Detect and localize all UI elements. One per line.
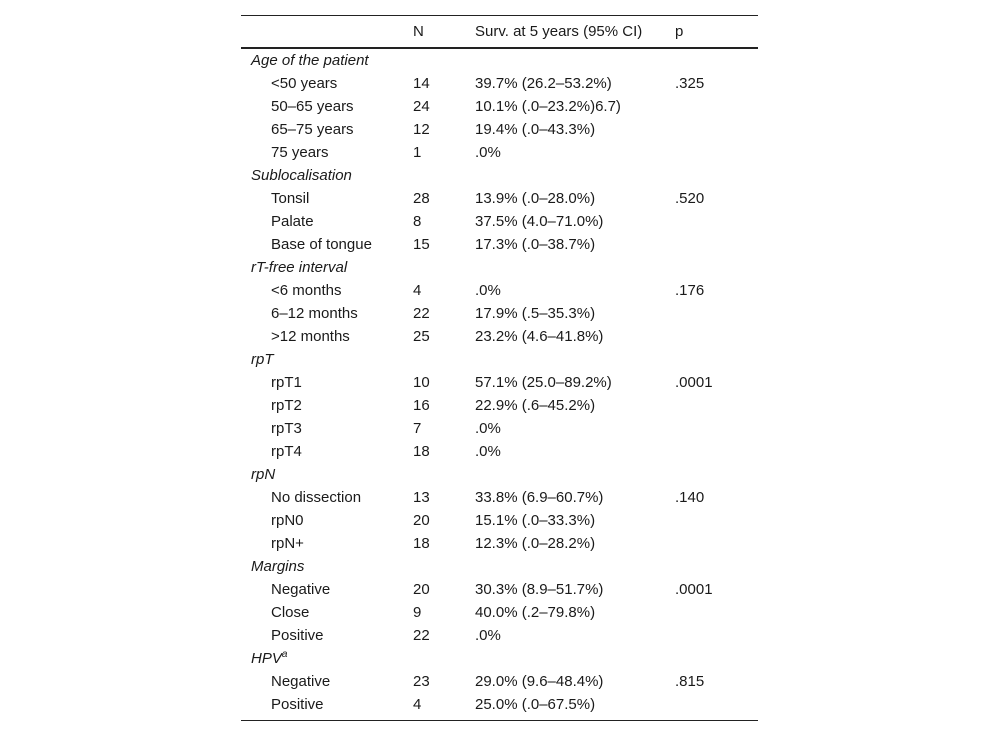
empty-cell	[675, 555, 758, 578]
row-label: rpT1	[271, 374, 302, 391]
row-label: Negative	[271, 673, 331, 690]
table-row	[241, 601, 758, 624]
empty-cell	[475, 348, 675, 371]
empty-cell	[413, 256, 475, 279]
row-label: Tonsil	[271, 190, 310, 207]
group-title-text: rT-free interval	[251, 259, 348, 276]
group-title-text: Margins	[251, 558, 305, 575]
row-label: Close	[271, 604, 310, 621]
row-survival: 33.8% (6.9–60.7%)	[475, 489, 604, 506]
row-survival: 57.1% (25.0–89.2%)	[475, 374, 612, 391]
table-header	[241, 16, 758, 49]
row-label: No dissection	[271, 489, 362, 506]
header-n: N	[413, 23, 424, 40]
row-label: Base of tongue	[271, 236, 372, 253]
table-row	[241, 670, 758, 693]
row-p-value	[675, 394, 758, 417]
row-survival: .0%	[475, 443, 501, 460]
table-row	[241, 578, 758, 601]
row-survival: 23.2% (4.6–41.8%)	[475, 328, 604, 345]
row-p-value: .520	[675, 190, 705, 207]
row-label: 75 years	[271, 144, 329, 161]
row-p-value	[675, 118, 758, 141]
row-p-value	[675, 233, 758, 256]
row-label: <6 months	[271, 282, 342, 299]
row-p-value	[675, 601, 758, 624]
row-survival: 29.0% (9.6–48.4%)	[475, 673, 604, 690]
table-row	[241, 417, 758, 440]
row-n: 15	[413, 236, 430, 253]
table-body	[241, 48, 758, 721]
empty-cell	[413, 647, 475, 670]
row-survival: 22.9% (.6–45.2%)	[475, 397, 596, 414]
group-title-text: rpT	[251, 351, 274, 368]
empty-cell	[475, 647, 675, 670]
row-survival: 13.9% (.0–28.0%)	[475, 190, 596, 207]
row-n: 14	[413, 75, 430, 92]
table-row	[241, 532, 758, 555]
group-title	[241, 463, 413, 486]
empty-cell	[413, 348, 475, 371]
row-p-value	[675, 210, 758, 233]
row-label: rpT4	[271, 443, 302, 460]
row-n: 23	[413, 673, 430, 690]
table-row	[241, 394, 758, 417]
group-title-text: Sublocalisation	[251, 167, 352, 184]
group-title-text: rpN	[251, 466, 276, 483]
row-label: Positive	[271, 696, 324, 713]
row-p-value	[675, 417, 758, 440]
table-row	[241, 187, 758, 210]
table-row	[241, 325, 758, 348]
row-survival: 40.0% (.2–79.8%)	[475, 604, 596, 621]
empty-cell	[475, 463, 675, 486]
row-n: 28	[413, 190, 430, 207]
row-label: >12 months	[271, 328, 350, 345]
group-row	[241, 555, 758, 578]
empty-cell	[475, 48, 675, 72]
row-label: rpT2	[271, 397, 302, 414]
table-row	[241, 486, 758, 509]
empty-cell	[675, 164, 758, 187]
empty-cell	[675, 463, 758, 486]
row-p-value	[675, 693, 758, 721]
table-row	[241, 624, 758, 647]
row-p-value	[675, 141, 758, 164]
table-row	[241, 279, 758, 302]
empty-cell	[413, 463, 475, 486]
row-survival: .0%	[475, 144, 501, 161]
empty-cell	[413, 164, 475, 187]
table-row	[241, 302, 758, 325]
group-title	[241, 348, 413, 371]
table-row	[241, 233, 758, 256]
group-title	[241, 164, 413, 187]
empty-cell	[475, 256, 675, 279]
group-row	[241, 348, 758, 371]
row-label: rpN+	[271, 535, 304, 552]
footnote-marker: a	[281, 649, 288, 660]
row-n: 10	[413, 374, 430, 391]
row-n: 4	[413, 696, 422, 713]
table-row	[241, 141, 758, 164]
row-n: 16	[413, 397, 430, 414]
row-n: 22	[413, 305, 430, 322]
empty-cell	[675, 48, 758, 72]
table-row	[241, 118, 758, 141]
row-survival: 15.1% (.0–33.3%)	[475, 512, 596, 529]
row-label: rpN0	[271, 512, 304, 529]
table-row	[241, 72, 758, 95]
row-label: Palate	[271, 213, 314, 230]
empty-cell	[413, 555, 475, 578]
group-row	[241, 256, 758, 279]
row-p-value: .0001	[675, 581, 713, 598]
row-survival: 10.1% (.0–23.2%)6.7)	[475, 98, 621, 115]
row-n: 25	[413, 328, 430, 345]
row-n: 8	[413, 213, 422, 230]
row-survival: .0%	[475, 627, 501, 644]
row-p-value	[675, 95, 758, 118]
empty-cell	[675, 647, 758, 670]
empty-cell	[675, 348, 758, 371]
table-row	[241, 509, 758, 532]
empty-cell	[413, 48, 475, 72]
group-title	[241, 48, 413, 72]
row-survival: 12.3% (.0–28.2%)	[475, 535, 596, 552]
empty-cell	[675, 256, 758, 279]
empty-cell	[475, 164, 675, 187]
row-survival: .0%	[475, 282, 501, 299]
row-p-value	[675, 532, 758, 555]
row-label: rpT3	[271, 420, 302, 437]
table-row	[241, 371, 758, 394]
row-survival: .0%	[475, 420, 501, 437]
row-survival: 39.7% (26.2–53.2%)	[475, 75, 612, 92]
group-row	[241, 164, 758, 187]
group-row	[241, 463, 758, 486]
row-label: Positive	[271, 627, 324, 644]
row-n: 18	[413, 443, 430, 460]
row-survival: 30.3% (8.9–51.7%)	[475, 581, 604, 598]
group-title	[241, 647, 413, 670]
row-p-value: .140	[675, 489, 705, 506]
table-row	[241, 95, 758, 118]
row-survival: 25.0% (.0–67.5%)	[475, 696, 596, 713]
row-label: 50–65 years	[271, 98, 354, 115]
row-label: Negative	[271, 581, 331, 598]
row-n: 1	[413, 144, 422, 161]
row-p-value: .176	[675, 282, 705, 299]
group-title-text: Age of the patient	[251, 52, 369, 69]
row-p-value	[675, 302, 758, 325]
empty-cell	[475, 555, 675, 578]
row-n: 7	[413, 420, 422, 437]
row-p-value: .815	[675, 673, 705, 690]
row-n: 18	[413, 535, 430, 552]
header-row	[241, 16, 758, 49]
header-survival: Surv. at 5 years (95% CI)	[475, 23, 643, 40]
row-n: 20	[413, 512, 430, 529]
group-row	[241, 647, 758, 670]
row-survival: 19.4% (.0–43.3%)	[475, 121, 596, 138]
row-p-value: .0001	[675, 374, 713, 391]
row-n: 13	[413, 489, 430, 506]
header-label	[241, 16, 413, 49]
group-row	[241, 48, 758, 72]
row-survival: 37.5% (4.0–71.0%)	[475, 213, 604, 230]
row-n: 20	[413, 581, 430, 598]
row-p-value: .325	[675, 75, 705, 92]
header-p: p	[675, 23, 684, 40]
row-n: 9	[413, 604, 422, 621]
row-p-value	[675, 440, 758, 463]
group-title-text: HPV	[251, 650, 282, 667]
row-p-value	[675, 325, 758, 348]
row-p-value	[675, 624, 758, 647]
row-label: <50 years	[271, 75, 338, 92]
row-label: 65–75 years	[271, 121, 354, 138]
row-survival: 17.9% (.5–35.3%)	[475, 305, 596, 322]
row-n: 4	[413, 282, 422, 299]
row-p-value	[675, 509, 758, 532]
group-title	[241, 256, 413, 279]
table-row	[241, 693, 758, 721]
survival-table	[241, 15, 758, 721]
row-n: 24	[413, 98, 430, 115]
table-row	[241, 210, 758, 233]
table-row	[241, 440, 758, 463]
row-n: 22	[413, 627, 430, 644]
group-title	[241, 555, 413, 578]
row-label: 6–12 months	[271, 305, 358, 322]
row-survival: 17.3% (.0–38.7%)	[475, 236, 596, 253]
row-n: 12	[413, 121, 430, 138]
